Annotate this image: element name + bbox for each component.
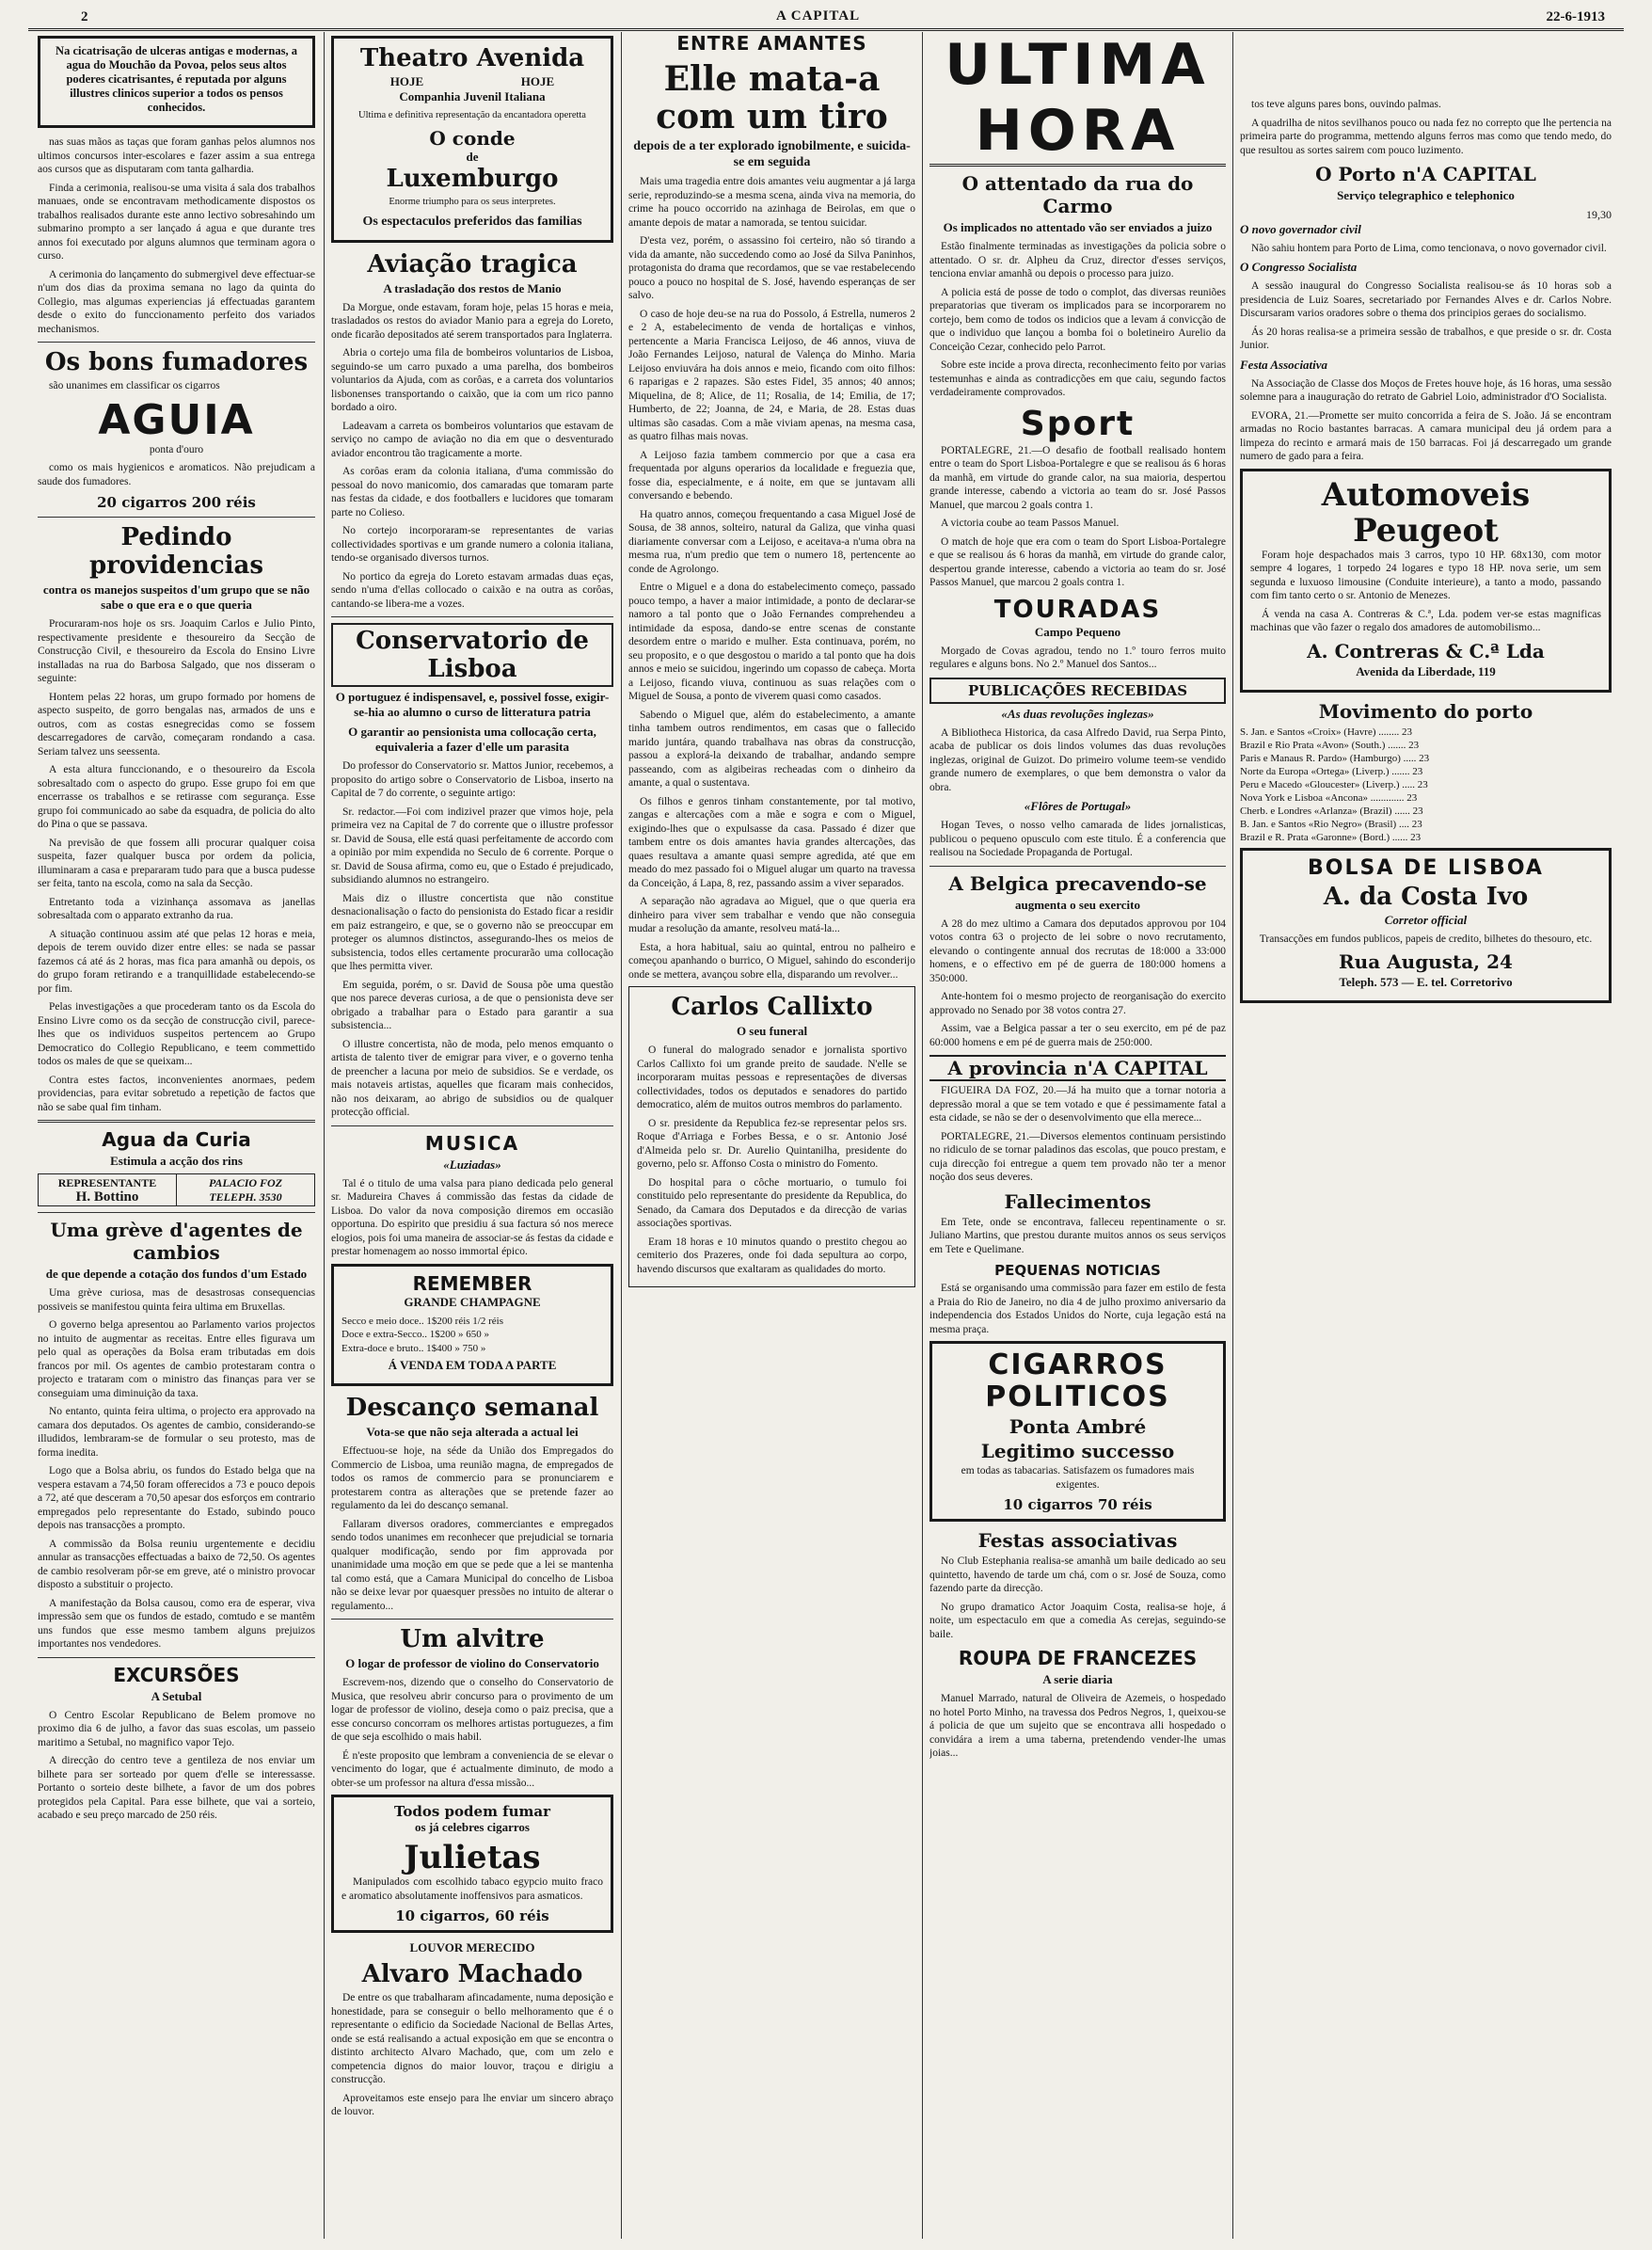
- article-paragraph: A 28 do mez ultimo a Camara dos deputados approvou por 104 votos contra 63 o projecto de lei sobre o novo recrutamento, elevando o contingente annual dos recrutas de 18:000 a 33:000 homens, e o effectivo em pé de guerra de 180:000 homens a 350:000.: [929, 918, 1226, 984]
- publicacoes-sub-2: «Flôres de Portugal»: [1024, 799, 1132, 813]
- bolsa-title: BOLSA DE LISBOA: [1308, 855, 1544, 880]
- porto-movimento-item: Brazil e R. Prata «Garonne» (Bord.) ...... 23: [1240, 831, 1422, 843]
- julietas-ad: [331, 1795, 613, 1933]
- article-paragraph: nas suas mãos as taças que foram ganhas pelos alumnos nos ultimos concursos inter-escolares e fazer assim a sua entrega aos cursos que as disputaram com tanta galhardia.: [38, 136, 315, 175]
- ad-aguia-text: como os mais hygienicos e aromaticos. Não prejudicam a saude dos fumadores.: [38, 462, 315, 487]
- divider: [929, 866, 1226, 867]
- column-rule: [621, 32, 622, 2239]
- porto-movimento-item: Peru e Macedo «Gloucester» (Liverp.) ..... 23: [1240, 778, 1428, 790]
- roupa-title: ROUPA DE FRANCEZES: [958, 1647, 1198, 1669]
- theatro-company: Companhia Juvenil Italiana: [399, 88, 546, 104]
- cigarros-price: 10 cigarros 70 réis: [1003, 1496, 1152, 1513]
- article-paragraph: No cortejo incorporaram-se representantes de varias collectividades sportivas e um grande numero a colonia italiana, tendo-se organisado diversos turnos.: [331, 525, 613, 564]
- article-paragraph: De entre os que trabalharam afincadamente, numa deposição e honestidade, para se conseguir o bello melhoramento que é o representante o edificio da Sociedade Nacional de Bellas Artes, onde se está realisando a actual exposição em que se encontra o distinto architecto Alvaro Machado, que, com um zelo e competencia dignos do maior louvor, traçou e dirigiu a construcção.: [331, 1992, 613, 2085]
- porto-movimento-item: Cherb. e Londres «Arlanza» (Brazil) ...... 23: [1240, 805, 1423, 817]
- porto-movimento-item: Norte da Europa «Ortega» (Liverp.) ....... 23: [1240, 765, 1423, 777]
- page-number: 2: [81, 9, 88, 24]
- theatro-tagline: Os espectaculos preferidos das familias: [362, 214, 582, 229]
- theatro-avenida-ad: [331, 36, 613, 243]
- festas-title: Festas associativas: [977, 1529, 1178, 1552]
- masthead: [28, 8, 1624, 31]
- descanso-title: Descanço semanal: [345, 1394, 599, 1422]
- article-paragraph: Ladeavam a carreta os bombeiros voluntarios que estavam de serviço no campo de aviação no dia em que o desventurado aviador encontrou tão tragicamente a morte.: [331, 420, 613, 459]
- article-paragraph: Assim, vae a Belgica passar a ter o seu exercito, em pé de paz 60:000 homens e em pé de guerra mais de 250:000.: [929, 1023, 1226, 1048]
- cigarros-sub-2: Legitimo successo: [980, 1440, 1175, 1462]
- ad-fumadores-text: são unanimes em classificar os cigarros: [49, 380, 220, 391]
- article-paragraph: Sobre este incide a prova directa, reconhecimento feito por varias testemunhas e ainda as contradicções em que caiu, segundo factos verdadeiramente comprovados.: [929, 359, 1226, 398]
- article-paragraph: A manifestação da Bolsa causou, como era de esperar, viva impressão sem que os fundos de estado, comtudo e se mantêm uns fundos que esse mesmo tambem alguns prejuizos importantes nos vendedores.: [38, 1597, 315, 1650]
- article-paragraph: A victoria coube ao team Passos Manuel.: [941, 518, 1120, 529]
- porto-movimento-item: S. Jan. e Santos «Croix» (Havre) ........ 23: [1240, 726, 1413, 738]
- article-paragraph: PORTALEGRE, 21.—O desafio de football realisado hontem entre o team do Sport Lisboa-Portalegre e que se realisou ás 6 horas da manhã, em virtude do grande calor, na sua maioria, despertou grande interesse, cabendo a victoria ao team do sr. José Passos Manuel, que marcou 2 goals contra 1.: [929, 444, 1226, 511]
- divider: [331, 1619, 613, 1620]
- article-paragraph: Aproveitamos este ensejo para lhe enviar um sincero abraço de louvor.: [331, 2092, 613, 2117]
- entre-amantes-sub: depois de a ter explorado ignobilmente, e suicida-se em seguida: [633, 139, 911, 169]
- bolsa-phone: Teleph. 573 — E. tel. Corretorivo: [1339, 975, 1513, 989]
- greve-title: Uma grève d'agentes de cambios: [50, 1219, 303, 1264]
- julietas-title: Todos podem fumar: [393, 1803, 551, 1820]
- touradas-sub: Campo Pequeno: [1034, 624, 1121, 639]
- remember-sub: GRANDE CHAMPAGNE: [404, 1294, 541, 1309]
- remember-ad: [331, 1264, 613, 1387]
- conservatorio-sub-2: O garantir ao pensionista uma collocação certa, equivaleria a fazer d'elle um parasita: [348, 725, 596, 754]
- porto-time: 19,30: [1586, 208, 1612, 221]
- column-1: [38, 32, 315, 2239]
- article-paragraph: Do hospital para o côche mortuario, o tumulo foi constituido pelo representante do presidente da Republica, do Senado, da Camara dos Deputados e da direcção de varias associações sportivas.: [637, 1176, 907, 1229]
- article-paragraph: Em seguida, porém, o sr. David de Sousa põe uma questão que nos parece deveras curiosa, a de que o pensionista deve ser obrigado a trabalhar para o Estado para garantir a sua subsistencia...: [331, 979, 613, 1031]
- callixto-title: Carlos Callixto: [671, 993, 873, 1021]
- conservatorio-title: Conservatorio de Lisboa: [331, 623, 613, 687]
- article-paragraph: Ha quatro annos, começou frequentando a casa Miguel José de Sousa, de 38 annos, solteiro, natural da Galiza, que vinha quasi diariamente conversar com a Leijoso, e aceitava-a n'uma obra na mesma rua, n'um predio que tem o numero 18, pertencente ao conde de Agrolongo.: [628, 508, 915, 575]
- theatro-last: Ultima e definitiva representação da encantadora operetta: [358, 109, 586, 120]
- article-paragraph: Sr. redactor.—Foi com indizivel prazer que vimos hoje, pela primeira vez na Capital de 7 do corrente que o illustre professor sr. David de Sousa, elle está quasi perfeitamente de accordo com a opinião por mim expendida no Seculo de 6 corrente. Porque o sr. David de Sousa afirma, como eu, que o Estado é prejudicado, subsidiando alumnos no estrangeiro.: [331, 806, 613, 886]
- article-paragraph: Mais uma tragedia entre dois amantes veiu augmentar a já larga serie, reproduzindo-se a mesma scena, ainda viva na memoria, do crime ha pouco occorrido na azinhaga de Beirolas, em que o amante depois de matar a namorada, se tentou suicidar.: [628, 176, 915, 229]
- article-paragraph: O Centro Escolar Republicano de Belem promove no proximo dia 6 de julho, a favor das suas escolas, um passeio maritimo a Setubal, no magnifico vapor Tejo.: [38, 1709, 315, 1748]
- article-paragraph: Entretanto toda a vizinhança assomava as janellas sobresaltada com o apparato extranho da rua.: [38, 896, 315, 921]
- julietas-brand: Julietas: [404, 1839, 541, 1876]
- article-paragraph: Hontem pelas 22 horas, um grupo formado por homens de aspecto suspeito, de gorro bengalas nas, armados de uns e outros, com as costas esnegrecidas como se fossem descarregadores de carvão, começaram rondando a casa. Seriam talvez uns seessenta.: [38, 691, 315, 758]
- column-2: [331, 32, 613, 2239]
- curia-phone: TELEPH. 3530: [209, 1189, 282, 1204]
- ultima-hora-banner: ULTIMA HORA: [929, 32, 1226, 167]
- article-paragraph: No entanto, quinta feira ultima, o projecto era approvado na camara dos deputados. Os agentes de cambio, considerando-se illudidos, lembraram-se de formular o seu protesto, mas de forma inedita.: [38, 1406, 315, 1459]
- article-paragraph: Morgado de Covas agradou, tendo no 1.º touro ferros muito regulares e alguns bons. No 2.º Manuel dos Santos...: [929, 645, 1226, 670]
- excursoes-sub: A Setubal: [151, 1688, 202, 1703]
- article-paragraph: Na previsão de que fossem alli procurar qualquer coisa suspeita, fazer qualquer busca por ordem da policia, illuminaram a casa e prepararam tudo para que a busca pudesse ser feita, tanto na escola, como na sala da Secção.: [38, 837, 315, 889]
- aviacao-title: Aviação tragica: [367, 249, 578, 279]
- article-paragraph: Esta, a hora habitual, saiu ao quintal, entrou no palheiro e começou apanhando o burrico, O Miguel, sahindo do esconderijo onde se mettera, avançou sobre ella, disparando um revolver...: [628, 941, 915, 981]
- theatro-title: Theatro Avenida: [359, 44, 585, 72]
- article-paragraph: Está se organisando uma commissão para fazer em estilo de festa a Praia do Rio de Janeiro, no dia 4 de julho proximo aniversario da independencia dos Estados Unidos do Norte, cuja legação está na mesma praça.: [929, 1283, 1226, 1335]
- callixto-box: [628, 986, 915, 1287]
- conservatorio-sub-1: O portuguez é indispensavel, e, possivel fosse, exigir-se-hia ao alumno o curso de litteratura patria: [335, 690, 610, 719]
- column-rule: [1232, 32, 1233, 2239]
- article-paragraph: Da Morgue, onde estavam, foram hoje, pelas 15 horas e meia, trasladados os restos do aviador Manio para a egreja do Loreto, onde ficarão depositados até serem transportados para Inglaterra.: [331, 301, 613, 341]
- article-paragraph: O governo belga apresentou ao Parlamento varios projectos no intuito de augmentar as receitas. Entre elles figurava um pelo qual as operações da Bolsa eram tributadas em dois francos por mil. Os agentes de cambio protestaram contra o projecto e trataram com o ministro das finanças para ver se conseguiam uma diminuição da taxa.: [38, 1319, 315, 1399]
- article-paragraph: Os filhos e genros tinham constantemente, por tal motivo, zangas e altercações com a mãe e sogra e com o Miguel, exigindo-lhes que o expulsasse da casa. Passado é dizer que tambem entre os dois amantes havia grandes altercações, das quaes resultava a amante quasi sempre agredida, até que em meado do mez passado foi o Miguel alugar um quarto na travessa da Conceição, á Lapa, 8, rez, passando assim a viver separados.: [628, 795, 915, 889]
- article-paragraph: Finda a cerimonia, realisou-se uma visita á sala dos trabalhos manuaes, onde se encontravam methodicamente dispostos os trabalhos realisados durante este anno lectivo sobresahindo um submarino prompto a ser lançado á agua e que durante tres annos foi executado por alguns alumnos que terminam agora o curso.: [38, 182, 315, 262]
- divider: [38, 342, 315, 343]
- porto-gov-title: O novo governador civil: [1240, 221, 1361, 236]
- article-paragraph: Logo que a Bolsa abriu, os fundos do Estado belga que na vespera estavam a 74,50 foram offerecidos a 73 e pouco depois a 72, até que desceram a 70,50 apesar dos esforços em contrario empregados pelo representante do Estado, subindo pouco depois nas transacções a prompto.: [38, 1465, 315, 1531]
- article-paragraph: Entre o Miguel e a dona do estabelecimento começo, passado pouco tempo, a haver a maior intimidade, a ponto de declarar-se namoro a tal ponto que o João Fernandes comprehendeu a intimidade da esposa, dando-se entre scenas de constante desordem entre o marido e mulher. Esta continuava, porém, no seu proposito, e o que desgostou o marido a tal ponto que ha dois annos e meio se suicidou, ingerindo um copasso de cabeça. Morta a Leijoso, ficando viuva, continuou as suas relações com o Miguel de Sousa, a ponto de viverem quasi como casados.: [628, 582, 915, 702]
- article-paragraph: Procuraram-nos hoje os srs. Joaquim Carlos e Julio Pinto, respectivamente presidente e thesoureiro da Secção de Construcção Civil, e thesoureiro da Escola do Ensino Livre installadas na rua do Barbosa Salgado, que nos disseram o seguinte:: [38, 618, 315, 684]
- remember-title: REMEMBER: [412, 1271, 532, 1295]
- publicacoes-sub-1: «As duas revoluções inglezas»: [1001, 706, 1154, 721]
- carmo-sub: Os implicados no attentado vão ser enviados a juizo: [943, 220, 1213, 234]
- column-3: [628, 32, 915, 2239]
- article-paragraph: É n'este proposito que lembram a conveniencia de se elevar o vencimento do logar, que é actualmente diminuto, de modo a obter-se um professor na altura d'essa missão...: [331, 1749, 613, 1789]
- peugeot-text-2: Á venda na casa A. Contreras & C.ª, Lda. podem ver-se estas magnificas machinas que vão fazer o regalo dos amadores de automobilismo...: [1250, 608, 1601, 633]
- theatro-play-title-2: Luxemburgo: [386, 165, 559, 193]
- article-paragraph: Sabendo o Miguel que, além do estabelecimento, a amante tinha tambem outros rendimentos, em casas que o fallecido marido juntára, quando trabalhava nas obras da construcção, passou a explorá-la deixando de trabalhar, andando sempre passeando, com as algibeiras recheadas com o dinheiro da amante, a qual o sustentava.: [628, 709, 915, 789]
- carmo-title: O attentado da rua do Carmo: [961, 172, 1194, 217]
- article-paragraph: D'esta vez, porém, o assassino foi certeiro, não só tirando a vida da amante, não succedendo como ao José da Silva Paninhos, protagonista do drama que recordamos, que se vae restabelecendo pouco a pouco no hospital de S. José, havendo esperanças de ser salvo.: [628, 235, 915, 301]
- article-paragraph: A situação continuou assim até que pelas 12 horas e meia, depois de terem ouvido dizer entre elles: se nada se passar fazemos cá até ás 2 horas, mas fica para amanhã ou depois, os do grupo foram retirando e a tranquillidade estabelecendo-se por fim.: [38, 928, 315, 995]
- ad-fumadores-title: Os bons fumadores: [44, 348, 309, 376]
- belgica-title: A Belgica precavendo-se: [948, 871, 1207, 895]
- alvitre-title: Um alvitre: [400, 1625, 545, 1653]
- peugeot-address: Avenida da Liberdade, 119: [1356, 663, 1496, 678]
- bolsa-ad: [1240, 848, 1612, 1004]
- article-paragraph: Ante-hontem foi o mesmo projecto de reorganisação do exercito approvado no Senado por 38 votos contra 27.: [929, 991, 1226, 1016]
- article-paragraph: PORTALEGRE, 21.—Diversos elementos continuam persistindo no ridiculo de se tornar paladinos das escolas, que pouco prestam, e cuja direcção foi entregue a quem tem provado não ter a menor noção dos seus deveres.: [929, 1130, 1226, 1183]
- article-paragraph: FIGUEIRA DA FOZ, 20.—Já ha muito que a tornar notoria a depressão moral a que se tem votado e que é pessimamente fatal a esta cidade, se não se der o desenvolvimento que ella merece...: [929, 1085, 1226, 1124]
- divider: [38, 1657, 315, 1658]
- bolsa-address: Rua Augusta, 24: [1339, 950, 1513, 973]
- curia-address: PALACIO FOZ: [208, 1176, 283, 1189]
- article-paragraph: A separação não agradava ao Miguel, que o que queria era dinheiro para viver sem trabalhar e vendo que não conseguia mudar a resolução da amante, resolveu matá-la...: [628, 896, 915, 934]
- article-paragraph: Abria o cortejo uma fila de bombeiros voluntarios de Lisboa, seguindo-se um carro puxado a uma parelha, dos bombeiros voluntarios da Ajuda, com as corôas, e a carreta dos voluntarios lisbonenses transportando o caixão, que ia com um rico panno bordado a oiro.: [331, 347, 613, 413]
- article-paragraph: Hogan Teves, o nosso velho camarada de lides jornalisticas, publicou o pequeno opusculo com este titulo. É a conferencia que realisou na Sociedade Propaganda de Portugal.: [929, 820, 1226, 858]
- fallecimentos-title: Fallecimentos: [1004, 1189, 1152, 1213]
- callixto-sub: O seu funeral: [736, 1024, 808, 1038]
- julietas-text: Manipulados com escolhido tabaco egypcio muito fraco e aromatico absolutamente inoffensivos para asmaticos.: [342, 1876, 603, 1902]
- column-rule: [922, 32, 923, 2239]
- theatro-success: Enorme triumpho para os seus interpretes.: [389, 197, 556, 207]
- article-paragraph: Do professor do Conservatorio sr. Mattos Junior, recebemos, a proposito do artigo sobre o Conservatorio de Lisboa, inserto na Capital de 7 do corrente, o seguinte artigo:: [331, 760, 613, 799]
- porto-movimento-item: Brazil e Rio Prata «Avon» (South.) ....... 23: [1240, 739, 1420, 751]
- porto-movimento-title: Movimento do porto: [1318, 699, 1533, 723]
- divider: [331, 1125, 613, 1126]
- article-paragraph: No portico da egreja do Loreto estavam armadas duas eças, sendo n'uma d'ellas collocado o caixão e na outra as corôas, cantando-se libera-me a vozes.: [331, 570, 613, 610]
- ad-aguia-price: 20 cigarros 200 réis: [97, 494, 256, 511]
- article-paragraph: Fallaram diversos oradores, commerciantes e empregados sendo todos unanimes em reconhecer que prejudicial se tornaria qualquer modificação, sendo por fim approvada por unanimidade uma moção em que se pede que a lei se mantenha tal como está, que a Camara Municipal do concelho de Lisboa não se deixe levar por quaesquer pressões no intuito de alterar o regulamento...: [331, 1518, 613, 1612]
- julietas-price: 10 cigarros, 60 réis: [395, 1907, 549, 1924]
- greve-sub: de que depende a cotação dos fundos d'um Estado: [45, 1267, 308, 1281]
- article-paragraph: Contra estes factos, inconvenientes anormaes, pedem providencias, para evitar sobretudo a repetição de factos que não se sabe qual fim tinham.: [38, 1074, 315, 1113]
- article-paragraph: A sessão inaugural do Congresso Socialista realisou-se ás 10 horas sob a presidencia de Luiz Soares, secretariado por Fernandes Alves e dr. Carlos Nobre. Discursaram varios oradores sobre o thema dos principios geraes do socialismo.: [1240, 280, 1612, 319]
- entre-amantes-banner: ENTRE AMANTES: [676, 32, 867, 55]
- theatro-play-de: de: [466, 150, 479, 164]
- mouchao-notice: Na cicatrisação de ulceras antigas e modernas, a agua do Mouchão da Povoa, pelos seus altos poderes cicatrisantes, é reputada por alguns illustres clinicos superior a todos os pensos conhecidos.: [38, 36, 315, 128]
- porto-sub: Serviço telegraphico e telephonico: [1337, 188, 1515, 202]
- divider: [38, 1212, 315, 1213]
- article-paragraph: Eram 18 horas e 10 minutos quando o prestito chegou ao cemiterio dos Prazeres, onde foi dada sepultura ao corpo, havendo discursos que exaltaram as qualidades do morto.: [637, 1236, 907, 1275]
- column-4: [929, 32, 1226, 2239]
- musica-sub: «Luziadas»: [443, 1157, 501, 1172]
- article-paragraph: O illustre concertista, não de moda, pelo menos emquanto o artista de talento tiver de emigrar para viver, e o governo tenha de preencher a lacuna por meio de subsidios. Se e verdade, os mais notaveis artistas, aquelles que ficaram mais conhecidos, não nos deixaram, ao abrigo de subsidios ou de qualquer protecção official.: [331, 1038, 613, 1118]
- article-paragraph: A quadrilha de nitos sevilhanos pouco ou nada fez no correpto que lhe pertencia na primeira parte do programma, mettendo alguns ferros mas como que tendo medo, do que resultou as sortes sairem com pouco luzimento.: [1240, 117, 1612, 156]
- roupa-sub: A serie diaria: [1042, 1672, 1113, 1686]
- article-paragraph: O caso de hoje deu-se na rua do Possolo, á Estrella, numeros 2 e 2 A, estabelecimento de venda de hortaliças e vinhos, pertencente a Maria Francisca Leijoso, de 46 annos, viuva de João Fernandes Leijoso, natural de Valença do Minho. Maria Leijoso enviuvára ha dois annos e meio, ficando com oito filhos: 6 raparigas e 2 rapazes. São estes Fidel, 35 annos; 40 annos; Miquelina, de 8; Alice, de 11; Rosalia, de 14; Emilia, de 17; Humberto, de 22; Joanna, de 24, e Maria, de 28. Estas duas ultimas são casadas. Com a mãe viviam apenas, na mesma casa, as quatro filhas mais novas.: [628, 308, 915, 442]
- article-paragraph: A Bibliotheca Historica, da casa Alfredo David, rua Serpa Pinto, acaba de publicar os dois lindos volumes das duas revoluções inglezas, original de Guizot. Do primeiro volume teem-se vendido grande numero de exemplares, o que bem demonstra o valor da obra.: [929, 726, 1226, 793]
- noticias-title: PEQUENAS NOTICIAS: [994, 1262, 1161, 1279]
- article-paragraph: Não sahiu hontem para Porto de Lima, como tencionava, o novo governador civil.: [1251, 242, 1607, 254]
- article-paragraph: Pelas investigações a que procederam tanto os da Escola do Ensino Livre como os da secção de construcção civil, parece-lhes que os individuos suspeitos pertencem ao Grupo Democratico do Collegio Republicano, e teem commettido todos os males de que se queixam...: [38, 1001, 315, 1067]
- touradas-title: TOURADAS: [993, 595, 1162, 624]
- article-paragraph: Tal é o titulo de uma valsa para piano dedicada pelo general sr. Madureira Chaves á commissão das festas da cidade de Lisboa. Do valor da nova composição diremos em occasião opportuna. Do espirito que presidiu á sua factura só nos merece elogios, pois foi uma maneira de associar-se ás festas da cidade e prestar homenagem ao nosso immortal épico.: [331, 1177, 613, 1257]
- theatro-hoje: HOJE: [389, 74, 424, 88]
- cigarros-sub: Ponta Ambré: [1009, 1415, 1147, 1438]
- peugeot-firm: A. Contreras & C.ª Lda: [1307, 639, 1545, 662]
- article-paragraph: A policia está de posse de todo o complot, das diversas reuniões preparatorias que tiveram os implicados para se incorporarem no cortejo, bem como de todos os indicios que a levam á convicção de que o individuo que lançou a bomba foi o boletineiro Aurelio da Conceição Cezar, conhecido pelo Parrot.: [929, 286, 1226, 353]
- curia-rep-name: H. Bottino: [75, 1189, 139, 1205]
- remember-price-2: Doce e extra-Secco.. 1$200 » 650 »: [342, 1329, 490, 1340]
- peugeot-ad: [1240, 469, 1612, 693]
- peugeot-text: Foram hoje despachados mais 3 carros, typo 10 HP. 68x130, com motor sempre 4 logares, 1 torpedo 24 logares e typo 18 HP. nova serie, um sem segunda e luxuoso limousine (Conduite interieure), a tanto a modo, passando com fim tanto certo o sr. Antonio de Menezes.: [1250, 549, 1601, 601]
- louvor-title: LOUVOR MERECIDO: [409, 1940, 535, 1955]
- musica-title: MUSICA: [424, 1131, 520, 1155]
- article-paragraph: A direcção do centro teve a gentileza de nos enviar um bilhete para ser sorteado por quem d'elle se interessasse. Portanto o sorteio deste bilhete, a favor de um dos pobres protegidos pela Capital. Para esse bilhete, que vai a sorteio, acabado e seu preço marcado de 250 réis.: [38, 1755, 315, 1821]
- article-paragraph: Em Tete, onde se encontrava, falleceu repentinamente o sr. Juliano Martins, que prestou durante muitos annos os seus serviços em Tete e Quelimane.: [929, 1216, 1226, 1255]
- article-paragraph: Mais diz o illustre concertista que não constitue desnacionalisação o facto do pensionista do Estado ficar a residir em paiz estrangeiro, e que, se o governo não se preoccupar em proteger os alumnos distinctos, assegurando-lhes os meios de subsistencia, todos elles certamente procurarão uma collocação que lhes permitta viver.: [331, 892, 613, 972]
- article-paragraph: O funeral do malogrado senador e jornalista sportivo Carlos Callixto foi um grande preito de saudade. N'elle se incorporaram muitas pessoas e representações de diversas collectividades, todos os deputados e senadores do partido democratico, além de muitos outros membros do parlamento.: [637, 1045, 907, 1110]
- divider: [38, 1120, 315, 1123]
- porto-movimento-list: [1240, 726, 1612, 844]
- article-paragraph: Estão finalmente terminadas as investigações da policia sobre o attentado. O sr. dr. Alpheu da Cruz, director d'esses serviços, tenciona enviar amanhã ou depois o processo para juizo.: [929, 241, 1226, 279]
- issue-date: 22-6-1913: [1546, 9, 1605, 24]
- aviacao-sub: A trasladação dos restos de Manio: [383, 280, 562, 295]
- bolsa-role: Corretor official: [1384, 912, 1468, 927]
- article-paragraph: Effectuou-se hoje, na séde da União dos Empregados do Commercio de Lisboa, uma reunião magna, de empregados de todos os ramos de commercio para se pronunciarem e protestarem contra as alterações que se pretende fazer ao regulamento da lei do descanço semanal.: [331, 1445, 613, 1511]
- cigarros-title: CIGARROS POLITICOS: [985, 1348, 1170, 1413]
- cigarros-politicos-ad: [929, 1341, 1226, 1522]
- curia-rep-box: [38, 1173, 315, 1206]
- ad-aguia-sub: ponta d'ouro: [149, 443, 204, 455]
- descanso-sub: Vota-se que não seja alterada a actual lei: [366, 1425, 579, 1439]
- louvor-name: Alvaro Machado: [361, 1960, 583, 1988]
- peugeot-title: Automoveis Peugeot: [1321, 475, 1531, 550]
- article-paragraph: Na Associação de Classe dos Moços de Fretes houve hoje, ás 16 horas, uma sessão solemne para a inauguração do retrato de Gabriel Loio, administrador d'O Socialista.: [1240, 377, 1612, 403]
- article-paragraph: Manuel Marrado, natural de Oliveira de Azemeis, o hospedado no hotel Porto Minho, na travessa dos Pedros Negros, 1, queixou-se á policia de que um sujeito que se encontrava alli hospedado o convidára a irem a uma taberna, pretendendo vender-lhe umas joias...: [929, 1693, 1226, 1759]
- bolsa-name: A. da Costa Ivo: [1323, 882, 1529, 911]
- article-paragraph: No Club Estephania realisa-se amanhã um baile dedicado ao seu quintetto, havendo de tarde um chá, com o sr. José de Souza, como fazendo parte da direcção.: [929, 1556, 1226, 1594]
- article-paragraph: O match de hoje que era com o team do Sport Lisboa-Portalegre e que se realisou ás 6 horas da manhã, em virtude do grande calor, despertou grande interesse, cabendo a victoria ao team do sr. José Passos Manuel, que marcou 2 goals contra 1.: [929, 535, 1226, 588]
- cigarros-text: em todas as tabacarias. Satisfazem os fumadores mais exigentes.: [961, 1465, 1195, 1491]
- article-paragraph: A commissão da Bolsa reuniu urgentemente e decidiu annular as transacções effectuadas a baixo de 72,50. Os agentes de cambio resolveram pôr-se em greve, até o ministro provocar disposto a substituir o projecto.: [38, 1538, 315, 1590]
- sport-title: Sport: [1020, 404, 1136, 443]
- theatro-hoje: HOJE: [520, 74, 555, 88]
- alvitre-sub: O logar de professor de violino do Conservatorio: [345, 1656, 599, 1670]
- article-paragraph: A Leijoso fazia tambem commercio por que a casa era frequentada por alguns operarios da localidade e freguezia que, fosse dia, especialmente, e á noite, em que se juntavam alli conversando e bebendo.: [628, 449, 915, 502]
- article-paragraph: O sr. presidente da Republica fez-se representar pelos srs. Roque d'Arriaga e Forbes Bessa, e o sr. Antonio José d'Almeida pelo sr. Dr. Aurelio Quintanilha, presidente do governo, pelo sr. Affonso Costa o ministro do Fomento.: [637, 1117, 907, 1170]
- article-paragraph: A cerimonia do lançamento do submergivel deve effectuar-se n'um dos dias da proxima semana no lago da quinta do Collegio, mas algumas experiencias já effectuadas garantem desde o exito do funccionamento perfeito dos variados mechanismos.: [38, 268, 315, 335]
- belgica-sub: augmenta o seu exercito: [1015, 897, 1140, 912]
- theatro-play-title: O conde: [429, 127, 516, 150]
- column-5: [1240, 32, 1612, 2239]
- remember-foot: Á VENDA EM TODA A PARTE: [388, 1358, 557, 1372]
- divider: [38, 517, 315, 518]
- porto-movimento-item: Nova York e Lisboa «Ancona» ............. 23: [1240, 791, 1418, 804]
- pedindo-title: Pedindo providencias: [88, 523, 264, 580]
- column-rule: [324, 32, 325, 2239]
- festa-title: Festa Associativa: [1240, 357, 1328, 372]
- article-paragraph: Uma grève curiosa, mas de desastrosas consequencias possiveis se manifestou quinta feira ultima em Bruxellas.: [38, 1287, 315, 1313]
- remember-price-1: Secco e meio doce.. 1$200 réis 1/2 réis: [342, 1315, 503, 1327]
- ad-aguia-brand: AGUIA: [98, 395, 255, 444]
- socialista-title: O Congresso Socialista: [1240, 260, 1358, 274]
- entre-amantes-title: Elle mata-a com um tiro: [656, 59, 888, 136]
- porto-movimento-item: B. Jan. e Santos «Rio Negro» (Brasil) .... 23: [1240, 818, 1422, 830]
- publicacoes-title: PUBLICAÇÕES RECEBIDAS: [929, 678, 1226, 704]
- provincia-title: A provincia n'A CAPITAL: [929, 1055, 1226, 1081]
- article-paragraph: As corôas eram da colonia italiana, d'uma commissão do pessoal do novo manicomio, dos camaradas que tomaram parte nas festas da cidade, e dos footballers e lucidores que tomaram parte no Colieso.: [331, 466, 613, 519]
- bolsa-text: Transacções em fundos publicos, papeis de credito, bilhetes do thesouro, etc.: [1259, 933, 1593, 945]
- curia-sub: Estimula a acção dos rins: [110, 1154, 243, 1168]
- article-paragraph: Ás 20 horas realisa-se a primeira sessão de trabalhos, e que preside o sr. dr. Costa Junior.: [1240, 326, 1612, 351]
- article-paragraph: No grupo dramatico Actor Joaquim Costa, realisa-se hoje, á noite, um espectaculo em que a comedia As cerejas, seguindo-se baile.: [929, 1601, 1226, 1640]
- curia-title: Agua da Curia: [102, 1128, 251, 1151]
- article-paragraph: Escrevem-nos, dizendo que o conselho do Conservatorio de Musica, que resolveu abrir concurso para o provimento de um logar de professor de violino, deseja como o paiz precisa, que a esse concurso concorram os melhores artistas portuguezes, a fim de que seja escolhido o mais habil.: [331, 1677, 613, 1743]
- julietas-sub: os já celebres cigarros: [415, 1820, 530, 1834]
- pedindo-sub: contra os manejos suspeitos d'um grupo que se não sabe o que era e o que queria: [42, 582, 310, 612]
- article-paragraph: tos teve alguns pares bons, ouvindo palmas.: [1251, 99, 1441, 110]
- curia-rep-label: REPRESENTANTE: [57, 1176, 157, 1189]
- article-paragraph: EVORA, 21.—Promette ser muito concorrida a feira de S. João. Já se encontram armadas no Rocio bastantes barracas. A camara municipal deu já ordem para a limpeza do recinto e armará mais de 150 barracas. Foi já descarregado um grande numero de gado para a feira.: [1240, 409, 1612, 462]
- porto-title: O Porto n'A CAPITAL: [1315, 163, 1536, 185]
- article-paragraph: A esta altura funccionando, e o thesoureiro da Escola sobresaltado com o aspecto do grupo. Esse grupo foi em que encerrasse os trabalhos e se retirasse com segurança. Esse grupo foi communicado ao sabe da esquadra, de policia do alto do Pina o que se passava.: [38, 764, 315, 830]
- remember-price-3: Extra-doce e bruto.. 1$400 » 750 »: [342, 1342, 486, 1354]
- excursoes-title: EXCURSÕES: [113, 1663, 240, 1686]
- paper-name: A CAPITAL: [776, 8, 861, 24]
- porto-movimento-item: Paris e Manaus R. Pardo» (Hamburgo) ..... 23: [1240, 752, 1430, 764]
- divider: [331, 616, 613, 617]
